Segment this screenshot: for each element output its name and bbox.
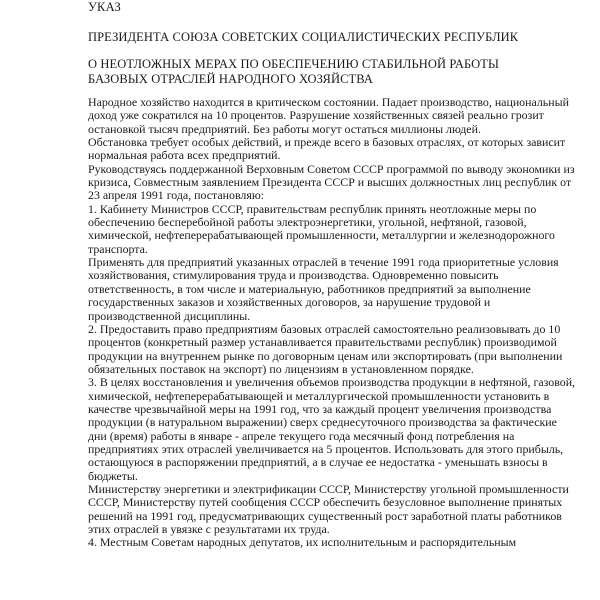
paragraph: Министерству энергетики и электрификации СССР, Министерству угольной промышленности СССР, Министерству путей сообщения СССР обеспечить безусловное выполнение принятых решений на 1991 год, предусматривающих существенный рост заработной платы работников этих отраслей в увязке с результатами их труда. (88, 481, 569, 536)
paragraph: Обстановка требует особых действий, и прежде всего в базовых отраслях, от которых зависит нормальная работа всех предприятий. (88, 135, 566, 163)
paragraph: 3. В целях восстановления и увеличения объемов производства продукции в нефтяной, газовой, химической, нефтеперерабатывающей и металлургической промышленности установить в качестве чрезвычайной меры на 1991 год, что за каждый процент увеличения производства продукции (в натуральном выражении) сверх среднесуточного производства за фактические дни (время) работы в январе - апреле текущего года месячный фонд потребления на предприятиях этих отраслей увеличивается на 5 процентов. Использовать для этого прибыль, остающуюся в распоряжении предприятий, а в случае ее недостатка - уменьшать взносы в бюджеты. (88, 375, 576, 483)
document-body (88, 96, 578, 550)
paragraph: 2. Предоставить право предприятиям базовых отраслей самостоятельно реализовывать до 10 процентов (конкретный размер устанавливается правительствами республик) производимой продукции на внутреннем рынке по договорным ценам или экспортировать (при выполнении обязательных поставок на экспорт) по лицензиям в установленном порядке. (88, 321, 563, 376)
paragraph: 4. Местным Советам народных депутатов, их исполнительным и распорядительным (88, 535, 517, 550)
paragraph: Народное хозяйство находится в критическом состоянии. Падает производство, национальный доход уже сократился на 10 процентов. Разрушение хозяйственных связей реально грозит остановкой тысяч предприятий. Без работы могут остаться миллионы людей. (88, 95, 569, 136)
paragraph: Руководствуясь поддержанной Верховным Советом СССР программой по выводу экономики из кризиса, Совместным заявлением Президента СССР и высших должностных лиц республик от 23 апреля 1991 года, постановляю: (88, 161, 575, 203)
document-type-heading: УКАЗ (88, 0, 121, 14)
title-line: БАЗОВЫХ ОТРАСЛЕЙ НАРОДНОГО ХОЗЯЙСТВА (88, 71, 374, 86)
issuer-heading: ПРЕЗИДЕНТА СОЮЗА СОВЕТСКИХ СОЦИАЛИСТИЧЕСКИХ РЕСПУБЛИК (88, 30, 519, 44)
paragraph: 1. Кабинету Министров СССР, правительствам республик принять неотложные меры по обеспечению бесперебойной работы электроэнергетики, угольной, нефтяной, газовой, химической, нефтеперерабатывающей промышленности, металлургии и железнодорожного транспорта. (88, 201, 555, 256)
paragraph: Применять для предприятий указанных отраслей в течение 1991 года приоритетные условия хозяйствования, стимулирования труда и производства. Одновременно повысить ответственность, в том числе и материальную, работников предприятий за выполнение государственных заказов и хозяйственных договоров, за нарушение трудовой и производственной дисциплины. (88, 255, 559, 323)
document-title (88, 57, 558, 86)
title-line: О НЕОТЛОЖНЫХ МЕРАХ ПО ОБЕСПЕЧЕНИЮ СТАБИЛЬНОЙ РАБОТЫ (88, 57, 499, 71)
